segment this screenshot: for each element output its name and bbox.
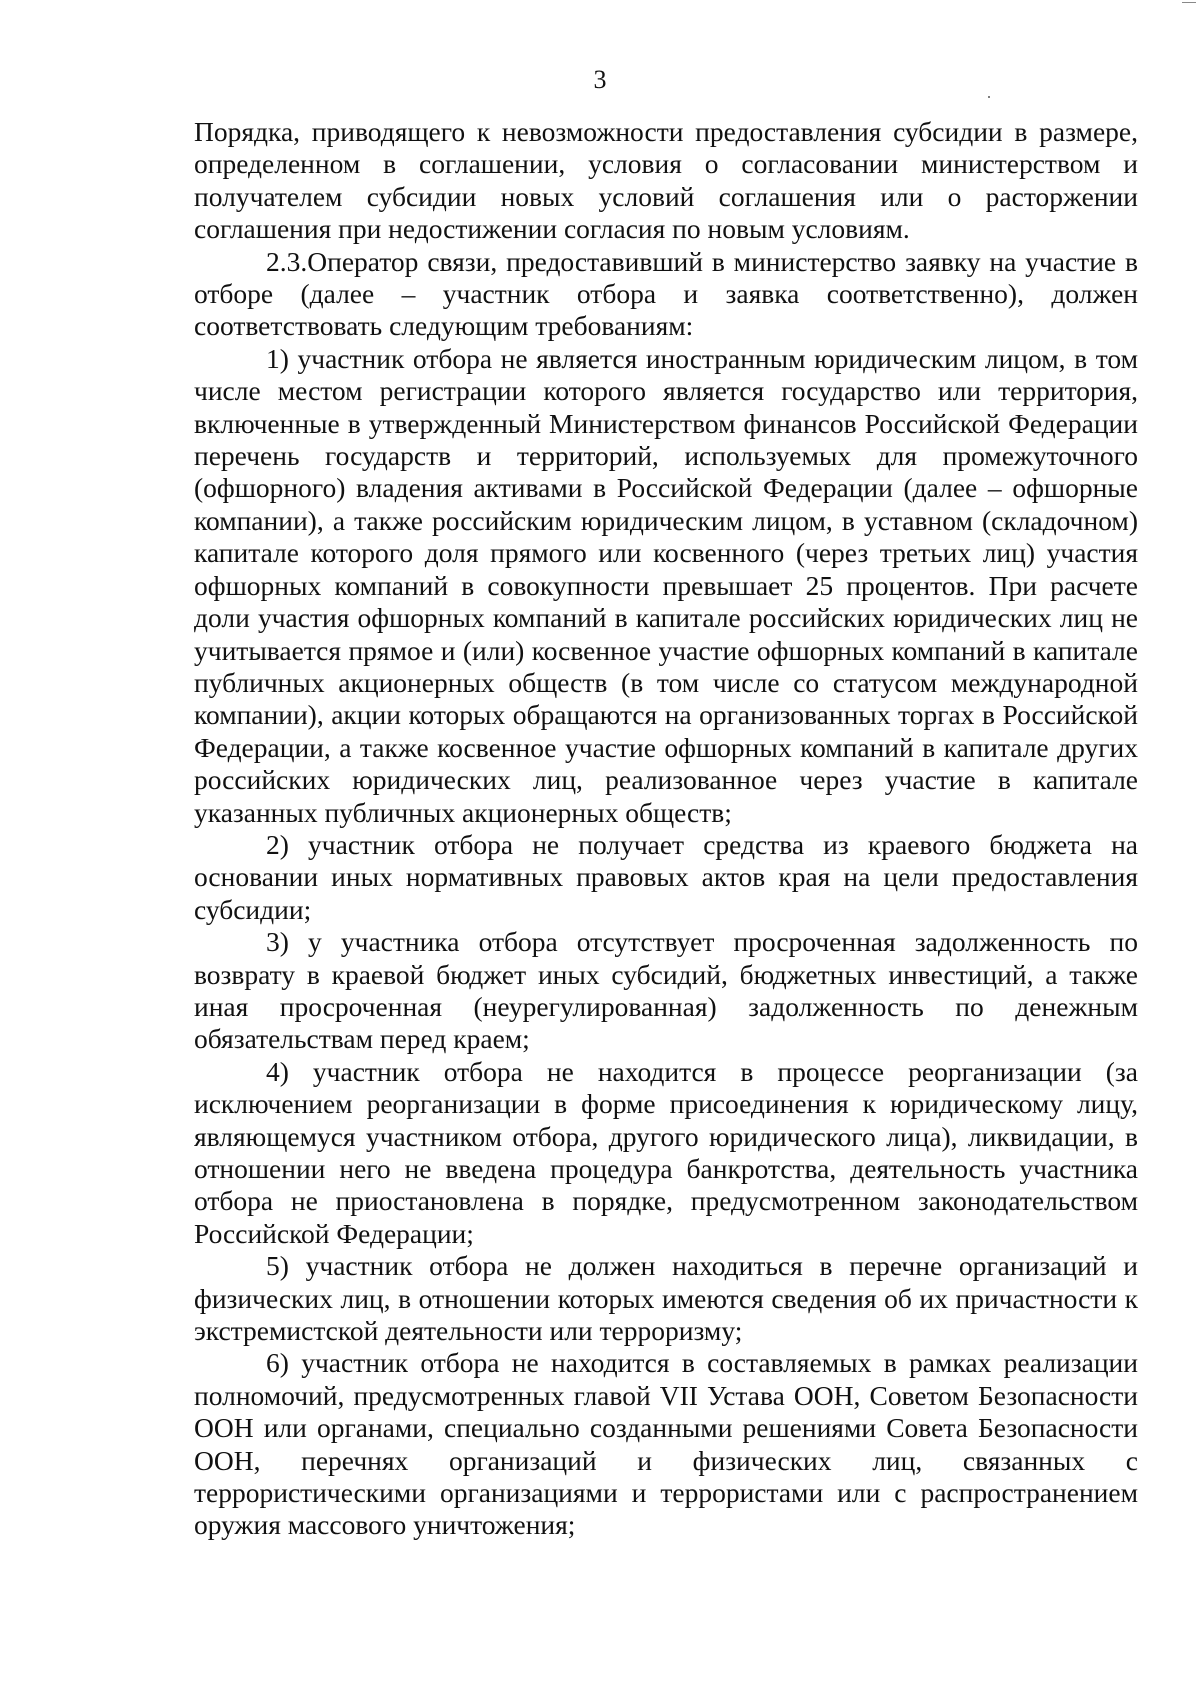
requirement-item-2: 2) участник отбора не получает средства из краевого бюджета на основании иных нормативных правовых актов края на цели предоставления субсидии; xyxy=(194,828,1138,925)
requirement-item-3: 3) у участника отбора отсутствует просроченная задолженность по возврату в краевой бюджет иных субсидий, бюджетных инвестиций, а также иная просроченная (неурегулированная) задолженность по денежным обязательствам перед краем; xyxy=(194,926,1138,1055)
document-body xyxy=(194,116,1138,1542)
requirement-item-1: 1) участник отбора не является иностранным юридическим лицом, в том числе местом регистрации которого является государство или территория, включенные в утвержденный Министерством финансов Российской Федерации перечень государств и территорий, используемых для промежуточного (офшорного) владения активами в Российской Федерации (далее – офшорные компании), а также российским юридическим лицом, в уставном (складочном) капитале которого доля прямого или косвенного (через третьих лиц) участия офшорных компаний в совокупности превышает 25 процентов. При расчете доли участия офшорных компаний в капитале российских юридических лиц не учитывается прямое и (или) косвенное участие офшорных компаний в капитале публичных акционерных обществ (в том числе со статусом международной компании), акции которых обращаются на организованных торгах в Российской Федерации, а также косвенное участие офшорных компаний в капитале других российских юридических лиц, реализованное через участие в капитале указанных публичных акционерных обществ; xyxy=(194,342,1138,828)
requirement-item-6: 6) участник отбора не находится в составляемых в рамках реализации полномочий, предусмотренных главой VII Устава ООН, Советом Безопасности ООН или органами, специально созданными решениями Совета Безопасности ООН, перечнях организаций и физических лиц, связанных с террористическими организациями и террористами или с распространением оружия массового уничтожения; xyxy=(194,1347,1138,1541)
scan-speck xyxy=(988,96,990,98)
paragraph-continuation: Порядка, приводящего к невозможности предоставления субсидии в размере, определенном в соглашении, условия о согласовании министерством и получателем субсидии новых условий соглашения или о расторжении соглашения при недостижении согласия по новым условиям. xyxy=(194,116,1138,245)
requirement-item-5: 5) участник отбора не должен находиться в перечне организаций и физических лиц, в отношении которых имеются сведения об их причастности к экстремистской деятельности или терроризму; xyxy=(194,1250,1138,1347)
scan-edge-mark xyxy=(1182,2,1196,3)
requirement-item-4: 4) участник отбора не находится в процессе реорганизации (за исключением реорганизации в форме присоединения к юридическому лицу, являющемуся участником отбора, другого юридического лица), ликвидации, в отношении него не введена процедура банкротства, деятельность участника отбора не приостановлена в порядке, предусмотренном законодательством Российской Федерации; xyxy=(194,1055,1138,1249)
paragraph-2-3: 2.3.Оператор связи, предоставивший в министерство заявку на участие в отборе (далее – участник отбора и заявка соответственно), должен соответствовать следующим требованиям: xyxy=(194,245,1138,342)
page-number: 3 xyxy=(593,65,607,94)
